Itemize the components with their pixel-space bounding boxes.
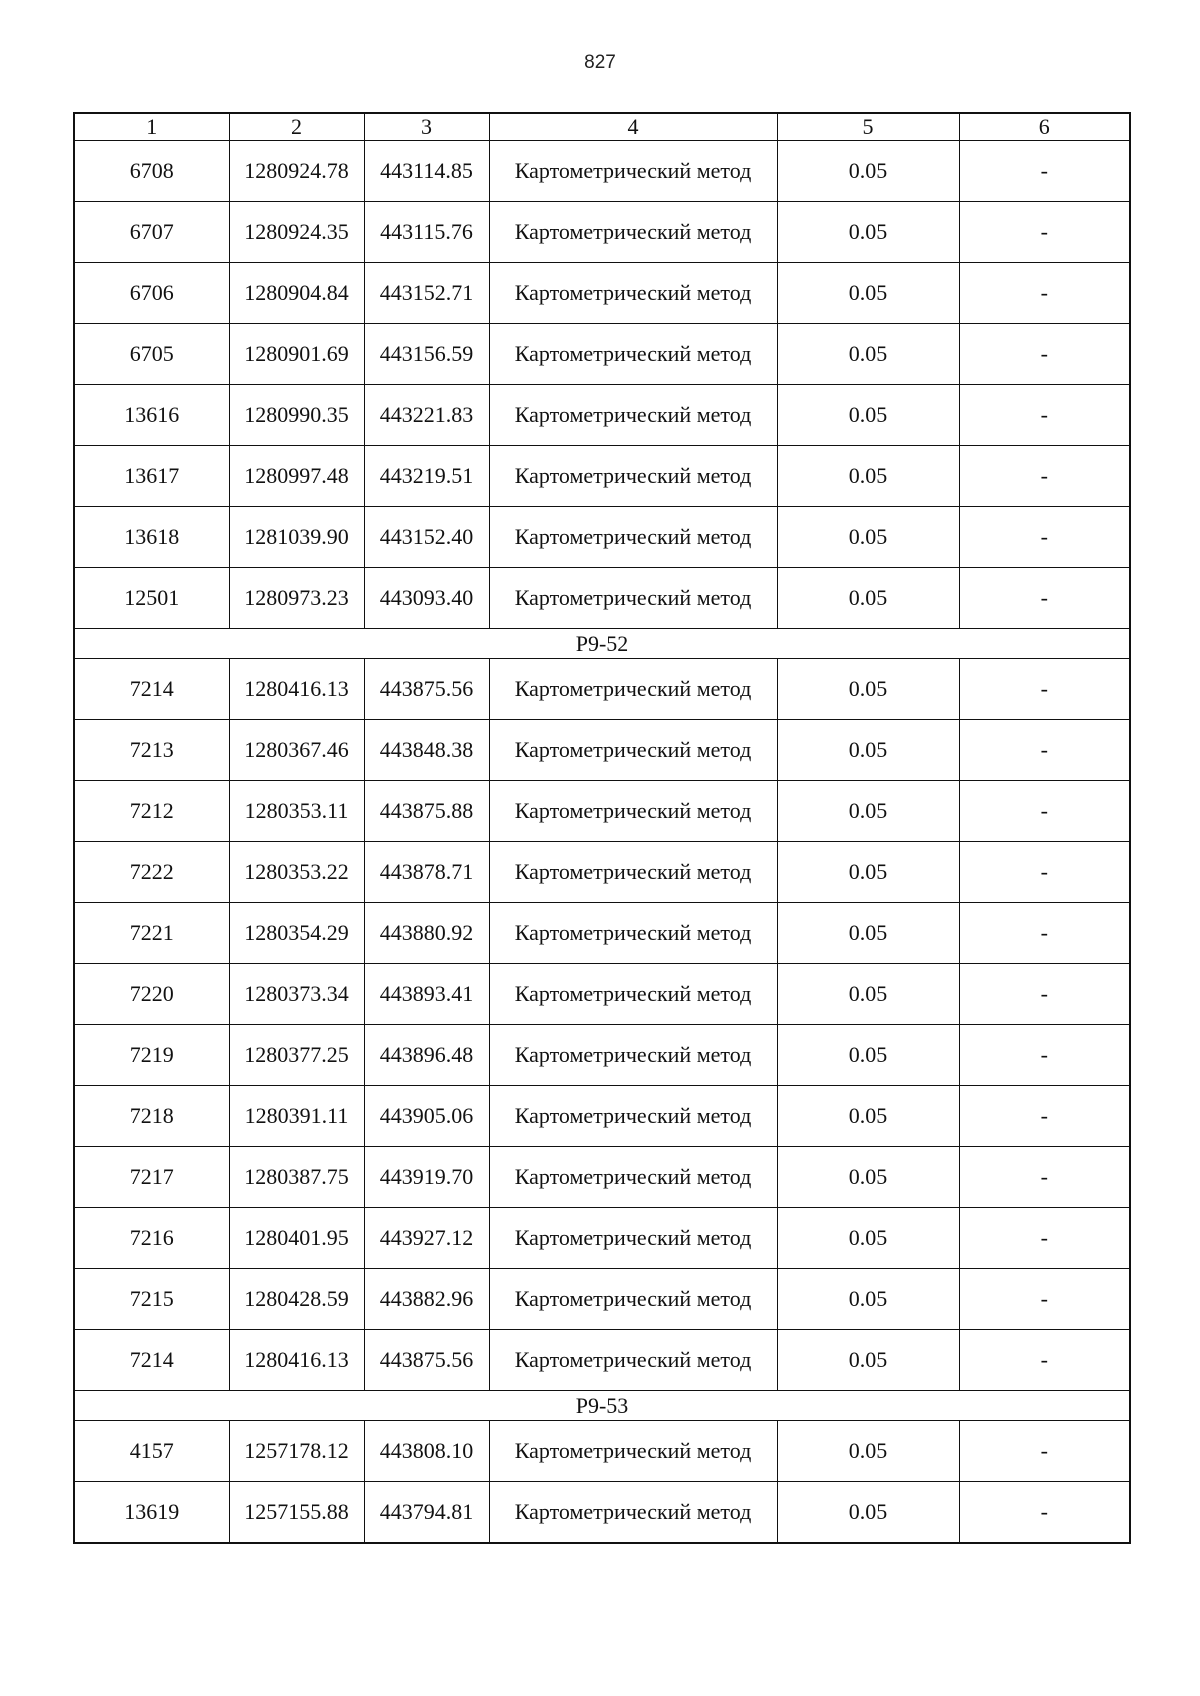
table-row <box>74 1421 1130 1482</box>
page-number: 827 <box>584 52 616 73</box>
cell-accuracy: 0.05 <box>777 141 959 202</box>
table-row <box>74 568 1130 629</box>
cell-method: Картометрический метод <box>489 1025 777 1086</box>
table-row <box>74 1330 1130 1391</box>
cell-note: - <box>959 568 1130 629</box>
header-col-3: 3 <box>364 113 489 141</box>
cell-note: - <box>959 385 1130 446</box>
header-col-1: 1 <box>74 113 229 141</box>
cell-point-number: 7217 <box>74 1147 229 1208</box>
cell-method: Картометрический метод <box>489 964 777 1025</box>
cell-method: Картометрический метод <box>489 1330 777 1391</box>
section-row <box>74 629 1130 659</box>
table-row <box>74 903 1130 964</box>
cell-point-number: 6705 <box>74 324 229 385</box>
cell-coord-y: 443919.70 <box>364 1147 489 1208</box>
header-col-6: 6 <box>959 113 1130 141</box>
cell-point-number: 7214 <box>74 659 229 720</box>
cell-coord-y: 443875.88 <box>364 781 489 842</box>
cell-accuracy: 0.05 <box>777 1269 959 1330</box>
table-row <box>74 659 1130 720</box>
table-row <box>74 842 1130 903</box>
header-row <box>74 113 1130 141</box>
cell-coord-x: 1280377.25 <box>229 1025 364 1086</box>
cell-coord-y: 443882.96 <box>364 1269 489 1330</box>
cell-note: - <box>959 446 1130 507</box>
cell-note: - <box>959 1421 1130 1482</box>
cell-method: Картометрический метод <box>489 202 777 263</box>
cell-point-number: 13618 <box>74 507 229 568</box>
cell-accuracy: 0.05 <box>777 202 959 263</box>
table-row <box>74 1269 1130 1330</box>
cell-coord-y: 443156.59 <box>364 324 489 385</box>
table-row <box>74 446 1130 507</box>
cell-method: Картометрический метод <box>489 1269 777 1330</box>
cell-accuracy: 0.05 <box>777 1421 959 1482</box>
cell-coord-x: 1280353.11 <box>229 781 364 842</box>
cell-note: - <box>959 1086 1130 1147</box>
cell-point-number: 13619 <box>74 1482 229 1544</box>
cell-coord-y: 443219.51 <box>364 446 489 507</box>
table-row <box>74 507 1130 568</box>
table-row <box>74 720 1130 781</box>
cell-point-number: 6706 <box>74 263 229 324</box>
cell-accuracy: 0.05 <box>777 903 959 964</box>
cell-point-number: 6707 <box>74 202 229 263</box>
cell-method: Картометрический метод <box>489 1208 777 1269</box>
cell-accuracy: 0.05 <box>777 1025 959 1086</box>
cell-coord-x: 1280367.46 <box>229 720 364 781</box>
cell-coord-x: 1280901.69 <box>229 324 364 385</box>
cell-coord-x: 1257155.88 <box>229 1482 364 1544</box>
coordinates-table <box>73 112 1131 1544</box>
cell-method: Картометрический метод <box>489 507 777 568</box>
cell-point-number: 13617 <box>74 446 229 507</box>
cell-method: Картометрический метод <box>489 903 777 964</box>
table-row <box>74 385 1130 446</box>
cell-note: - <box>959 324 1130 385</box>
cell-coord-y: 443152.40 <box>364 507 489 568</box>
cell-coord-y: 443093.40 <box>364 568 489 629</box>
table-row <box>74 324 1130 385</box>
cell-note: - <box>959 263 1130 324</box>
cell-accuracy: 0.05 <box>777 1208 959 1269</box>
cell-coord-y: 443905.06 <box>364 1086 489 1147</box>
header-col-2: 2 <box>229 113 364 141</box>
cell-method: Картометрический метод <box>489 781 777 842</box>
cell-coord-y: 443927.12 <box>364 1208 489 1269</box>
cell-coord-y: 443875.56 <box>364 659 489 720</box>
cell-coord-x: 1280416.13 <box>229 1330 364 1391</box>
cell-coord-y: 443221.83 <box>364 385 489 446</box>
cell-method: Картометрический метод <box>489 1482 777 1544</box>
cell-coord-y: 443875.56 <box>364 1330 489 1391</box>
cell-point-number: 7214 <box>74 1330 229 1391</box>
cell-coord-x: 1280416.13 <box>229 659 364 720</box>
cell-point-number: 7218 <box>74 1086 229 1147</box>
cell-coord-x: 1280353.22 <box>229 842 364 903</box>
cell-note: - <box>959 1147 1130 1208</box>
cell-accuracy: 0.05 <box>777 1330 959 1391</box>
cell-point-number: 13616 <box>74 385 229 446</box>
cell-coord-x: 1280990.35 <box>229 385 364 446</box>
cell-accuracy: 0.05 <box>777 385 959 446</box>
cell-note: - <box>959 842 1130 903</box>
cell-note: - <box>959 1025 1130 1086</box>
cell-accuracy: 0.05 <box>777 964 959 1025</box>
cell-coord-y: 443848.38 <box>364 720 489 781</box>
cell-accuracy: 0.05 <box>777 659 959 720</box>
table-row <box>74 781 1130 842</box>
cell-coord-y: 443114.85 <box>364 141 489 202</box>
cell-method: Картометрический метод <box>489 568 777 629</box>
cell-method: Картометрический метод <box>489 324 777 385</box>
cell-method: Картометрический метод <box>489 659 777 720</box>
cell-note: - <box>959 720 1130 781</box>
table-row <box>74 1025 1130 1086</box>
cell-method: Картометрический метод <box>489 446 777 507</box>
cell-coord-x: 1280924.35 <box>229 202 364 263</box>
cell-note: - <box>959 1269 1130 1330</box>
cell-note: - <box>959 202 1130 263</box>
cell-point-number: 12501 <box>74 568 229 629</box>
cell-coord-y: 443893.41 <box>364 964 489 1025</box>
cell-coord-x: 1280973.23 <box>229 568 364 629</box>
cell-method: Картометрический метод <box>489 141 777 202</box>
section-row <box>74 1391 1130 1421</box>
cell-coord-y: 443880.92 <box>364 903 489 964</box>
cell-note: - <box>959 781 1130 842</box>
cell-coord-x: 1280904.84 <box>229 263 364 324</box>
section-label: Р9-52 <box>74 629 1130 659</box>
cell-coord-y: 443794.81 <box>364 1482 489 1544</box>
cell-accuracy: 0.05 <box>777 720 959 781</box>
cell-accuracy: 0.05 <box>777 507 959 568</box>
cell-point-number: 7221 <box>74 903 229 964</box>
cell-note: - <box>959 1208 1130 1269</box>
table-row <box>74 141 1130 202</box>
table-row <box>74 1208 1130 1269</box>
cell-accuracy: 0.05 <box>777 1482 959 1544</box>
cell-note: - <box>959 964 1130 1025</box>
cell-coord-x: 1280997.48 <box>229 446 364 507</box>
cell-point-number: 7220 <box>74 964 229 1025</box>
cell-coord-x: 1280391.11 <box>229 1086 364 1147</box>
cell-accuracy: 0.05 <box>777 324 959 385</box>
cell-method: Картометрический метод <box>489 385 777 446</box>
cell-accuracy: 0.05 <box>777 1086 959 1147</box>
cell-note: - <box>959 507 1130 568</box>
table-row <box>74 964 1130 1025</box>
cell-coord-y: 443896.48 <box>364 1025 489 1086</box>
cell-accuracy: 0.05 <box>777 446 959 507</box>
cell-accuracy: 0.05 <box>777 568 959 629</box>
table-row <box>74 202 1130 263</box>
header-col-4: 4 <box>489 113 777 141</box>
cell-coord-x: 1280387.75 <box>229 1147 364 1208</box>
cell-point-number: 7219 <box>74 1025 229 1086</box>
cell-method: Картометрический метод <box>489 1421 777 1482</box>
section-label: Р9-53 <box>74 1391 1130 1421</box>
cell-accuracy: 0.05 <box>777 263 959 324</box>
cell-point-number: 7215 <box>74 1269 229 1330</box>
cell-coord-x: 1280373.34 <box>229 964 364 1025</box>
cell-point-number: 7213 <box>74 720 229 781</box>
cell-method: Картометрический метод <box>489 263 777 324</box>
cell-coord-x: 1281039.90 <box>229 507 364 568</box>
cell-method: Картометрический метод <box>489 720 777 781</box>
cell-note: - <box>959 141 1130 202</box>
cell-coord-y: 443152.71 <box>364 263 489 324</box>
cell-point-number: 4157 <box>74 1421 229 1482</box>
cell-coord-x: 1280428.59 <box>229 1269 364 1330</box>
cell-coord-x: 1280924.78 <box>229 141 364 202</box>
cell-coord-x: 1257178.12 <box>229 1421 364 1482</box>
cell-coord-y: 443808.10 <box>364 1421 489 1482</box>
cell-point-number: 7216 <box>74 1208 229 1269</box>
cell-coord-y: 443115.76 <box>364 202 489 263</box>
cell-note: - <box>959 903 1130 964</box>
header-col-5: 5 <box>777 113 959 141</box>
cell-method: Картометрический метод <box>489 1147 777 1208</box>
cell-note: - <box>959 659 1130 720</box>
cell-point-number: 7222 <box>74 842 229 903</box>
table-row <box>74 1147 1130 1208</box>
cell-method: Картометрический метод <box>489 842 777 903</box>
cell-coord-y: 443878.71 <box>364 842 489 903</box>
cell-note: - <box>959 1330 1130 1391</box>
cell-accuracy: 0.05 <box>777 781 959 842</box>
cell-note: - <box>959 1482 1130 1544</box>
table-header <box>74 113 1130 141</box>
table-row <box>74 1482 1130 1544</box>
cell-coord-x: 1280354.29 <box>229 903 364 964</box>
cell-point-number: 7212 <box>74 781 229 842</box>
cell-method: Картометрический метод <box>489 1086 777 1147</box>
cell-coord-x: 1280401.95 <box>229 1208 364 1269</box>
cell-point-number: 6708 <box>74 141 229 202</box>
cell-accuracy: 0.05 <box>777 842 959 903</box>
table-row <box>74 263 1130 324</box>
table-body <box>74 141 1130 1544</box>
table-row <box>74 1086 1130 1147</box>
cell-accuracy: 0.05 <box>777 1147 959 1208</box>
